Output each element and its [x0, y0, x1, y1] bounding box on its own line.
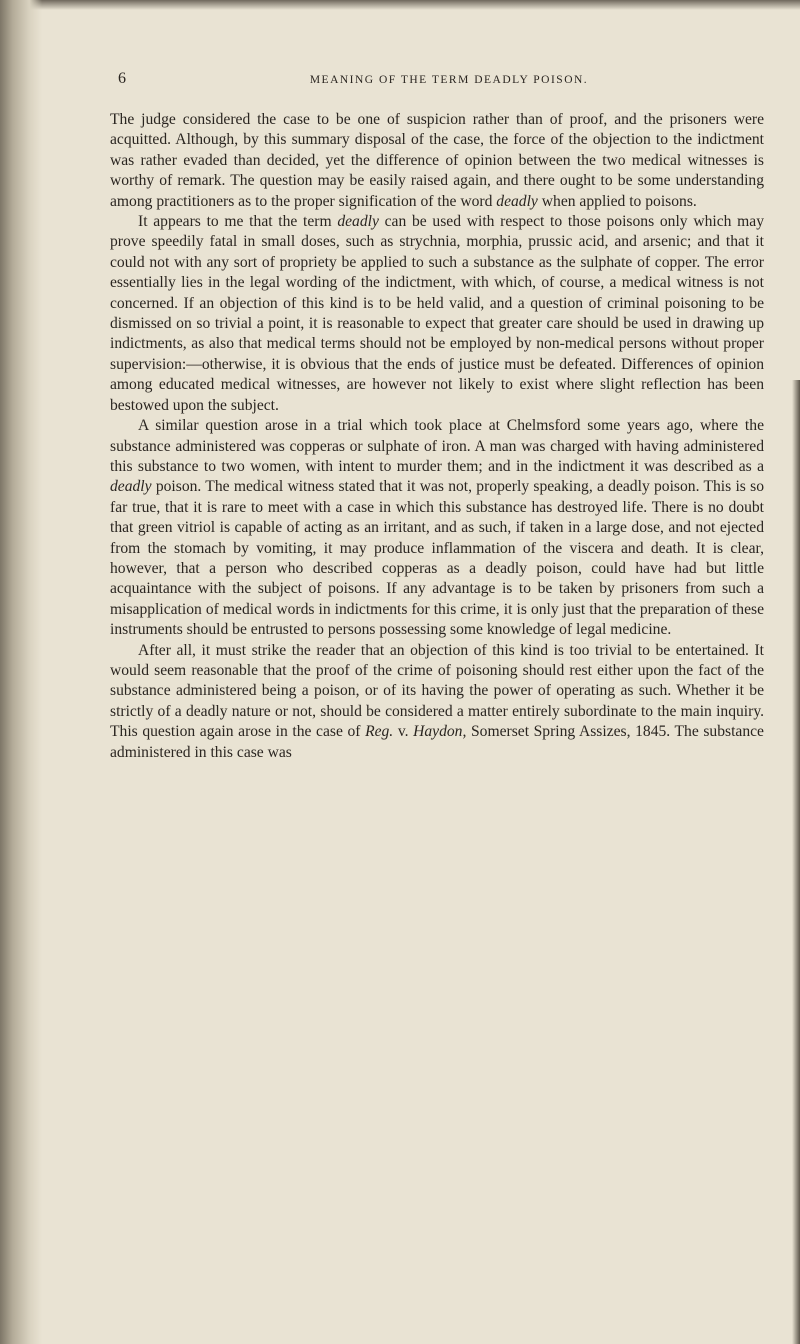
paragraph [110, 641, 764, 763]
italic-term: deadly [110, 478, 152, 496]
text-run: The judge considered the case to be one of suspicion rather than of proof, and the prisoners were acquitted. Although, by this summary disposal of the case, the force of the objection to the indictment was rather evaded than decided, yet the difference of opinion between the two medical witnesses is worthy of remark. The question may be easily raised again, and there ought to be some understanding among practitioners as to the proper signification of the word [110, 111, 764, 210]
body-text [110, 110, 764, 763]
page-top-shadow [0, 0, 800, 10]
italic-term: Haydon, [413, 723, 467, 741]
text-run: It appears to me that the term [138, 213, 338, 231]
italic-term: deadly [337, 213, 379, 231]
book-page [110, 70, 764, 763]
paragraph [110, 110, 764, 212]
text-run: Somerset Spring Assizes, 1845. The substance administered in this case was [110, 723, 764, 761]
text-run: v. [393, 723, 414, 741]
running-title: MEANING OF THE TERM DEADLY POISON. [309, 74, 589, 86]
text-run: poison. The medical witness stated that it was not, properly speaking, a deadly poison. This is so far true, that it is rare to meet with a case in which this substance has destroyed life. There is no doubt that green vitriol is capable of acting as an irritant, and as such, if taken in a large dose, and not ejected from the stomach by vomiting, it may produce inflammation of the viscera and death. It is clear, however, that a person who described copperas as a deadly poison, could have had but little acquaintance with the subject of poisons. If any advantage is to be taken by prisoners from such a misapplication of medical words in indictments for this crime, it is only just that the preparation of these instruments should be entrusted to persons possessing some knowledge of legal medicine. [110, 478, 764, 639]
paragraph [110, 416, 764, 640]
page-header [110, 70, 764, 100]
text-run: when applied to poisons. [537, 192, 697, 210]
binding-gutter [0, 0, 42, 1344]
text-run: After all, it must strike the reader that an objection of this kind is too trivial to be entertained. It would seem reasonable that the proof of the crime of poisoning should rest either upon the fact of the substance administered being a poison, or of its having the power of operating as such. Whether it be strictly of a deadly nature or not, should be considered a matter entirely subordinate to the main inquiry. This question again arose in the case of [110, 641, 764, 741]
italic-term: Reg. [365, 723, 394, 741]
italic-term: deadly [496, 192, 538, 210]
page-right-edge [792, 380, 800, 1344]
text-run: A similar question arose in a trial which took place at Chelmsford some years ago, where the substance administered was copperas or sulphate of iron. A man was charged with having administered this substance to two women, with intent to murder them; and in the indictment it was described as a [110, 417, 764, 475]
paragraph [110, 212, 764, 416]
text-run: can be used with respect to those poisons only which may prove speedily fatal in small doses, such as strychnia, morphia, prussic acid, and arsenic; and that it could not with any sort of propriety be applied to such a substance as the sulphate of copper. The error essentially lies in the legal wording of the indictment, with which, of course, a medical witness is not concerned. If an objection of this kind is to be held valid, and a question of criminal poisoning to be dismissed on so trivial a point, it is reasonable to expect that greater care should be used in drawing up indictments, as also that medical terms should not be employed by non-medical persons without proper supervision:—otherwise, it is obvious that the ends of justice must be defeated. Differences of opinion among educated medical witnesses, are however not likely to exist where slight reflection has been bestowed upon the subject. [110, 213, 764, 414]
page-number: 6 [118, 70, 126, 87]
